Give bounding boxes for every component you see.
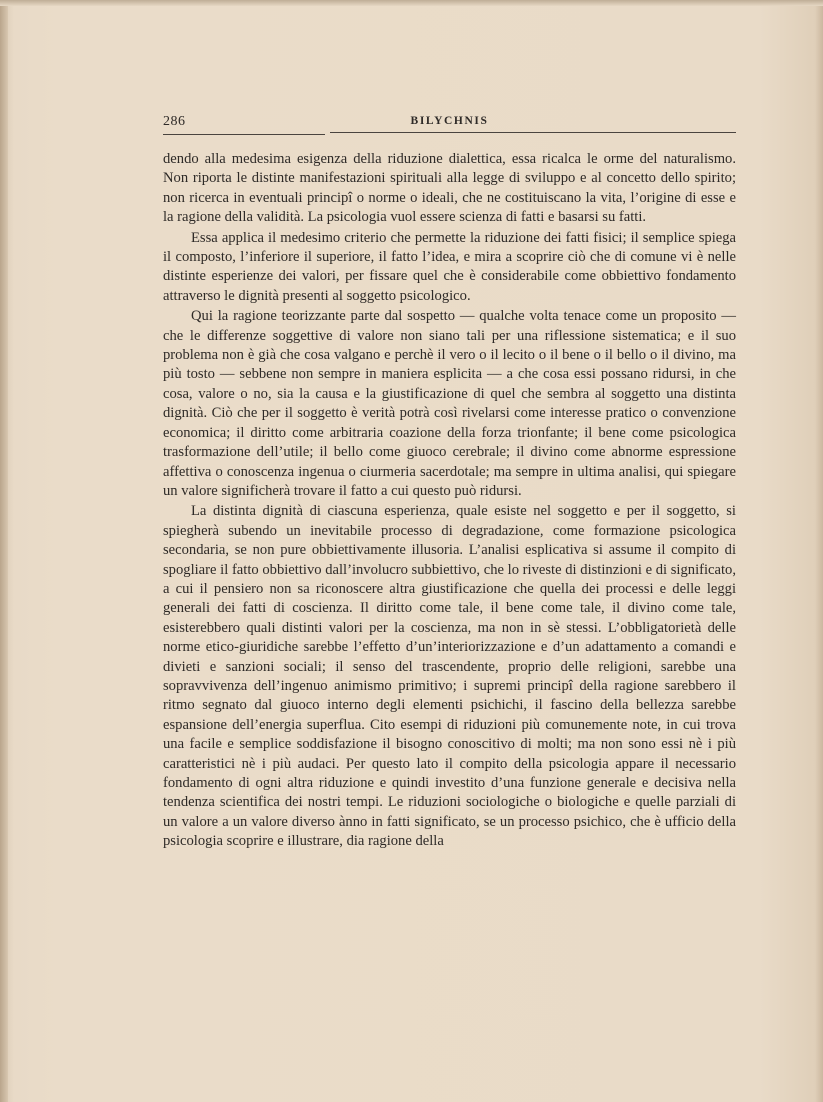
header-rule-right xyxy=(330,132,736,133)
running-title: BILYCHNIS xyxy=(410,115,489,127)
paragraph-4: La distinta dignità di ciascuna esperienza, quale esiste nel soggetto e per il soggetto, si spiegherà subendo un inevitabile processo di degradazione, come formazione psicologica secondaria, se non pure obbiettivamente illusoria. L’analisi esplicativa si assume il compito di spogliare il fatto obbiettivo dall’involucro subbiettivo, che lo riveste di distinzioni e di significato, a cui il pensiero non sa riconoscere altra giustificazione che quella dei processi e delle leggi generali dei fatti di coscienza. Il diritto come tale, il bene come tale, il divino come tale, esisterebbero quali distinti valori per la coscienza, ma non in sè stessi. L’obbligatorietà delle norme etico-giuridiche sarebbe l’effetto d’un’interiorizzazione e d’un adattamento a comandi e divieti e sanzioni sociali; il senso del trascendente, proprio delle religioni, sarebbe una sopravvivenza dell’ingenuo animismo primitivo; i supremi principî della ragione sarebbero il ritmo segnato dal giuoco interno degli elementi psichichi, il fascino della bellezza sarebbe espansione dell’energia superflua. Cito esempi di riduzioni più comunemente note, in cui trova una facile e semplice soddisfazione il bisogno conoscitivo di molti; ma non sono essi nè i più caratteristici nè i più audaci. Per questo lato il compito della psicologia appare il necessario fondamento di ogni altra riduzione e quindi investito d’una funzione generale e decisiva nella tendenza scientifica dei nostri tempi. Le riduzioni sociologiche o biologiche e quelle parziali di un valore a un valore diverso ànno in fatti significato, se un processo psichico, che è ufficio della psicologia scoprire e illustrare, dia ragione della xyxy=(163,503,736,850)
header-rule-left xyxy=(163,134,325,135)
body-text xyxy=(163,150,736,852)
page-top-edge xyxy=(0,0,823,6)
running-header xyxy=(163,114,736,134)
page-number: 286 xyxy=(163,114,186,129)
paragraph-3: Qui la ragione teorizzante parte dal sospetto — qualche volta tenace come un proposito — che le differenze soggettive di valore non siano tali per una riflessione sistematica; e il suo problema non è già che cosa valgano e perchè il vero o il lecito o il bene o il bello o il divino, ma più tosto — sebbene non sempre in maniera esplicita — a che cosa essi possano ridursi, in che cosa, valore o no, sia la causa e la giustificazione di quel che sembra al soggetto una distinta dignità. Ciò che per il soggetto è verità potrà così rivelarsi come interesse pratico o convenzione economica; il diritto come arbitraria coazione della forza trionfante; il bene come psicologica trasformazione dell’utile; il bello come giuoco cerebrale; il divino come abnorme espressione affettiva o conoscenza ingenua o ciurmeria sacerdotale; ma sempre in ultima analisi, qui spiegare un valore significherà trovare il fatto a cui questo può ridursi. xyxy=(163,308,736,499)
paragraph-2: Essa applica il medesimo criterio che permette la riduzione dei fatti fisici; il semplice spiega il composto, l’inferiore il superiore, il fatto l’idea, e mira a scoprire ciò che di comune vi è nelle distinte esperienze dei valori, per fissare quel che è considerabile come obbiettivo fondamento attraverso le dignità presenti al soggetto psicologico. xyxy=(163,229,736,304)
paragraph-1: dendo alla medesima esigenza della riduzione dialettica, essa ricalca le orme del naturalismo. Non riporta le distinte manifestazioni spirituali alla legge di sviluppo e al concetto dello spirito; non ricerca in eventuali principî o norme o ideali, che ne costituiscano la vita, l’origine di esse e la ragione della validità. La psicologia vuol essere scienza di fatti e basarsi su fatti. xyxy=(163,151,736,226)
page-binding-edge xyxy=(0,0,8,1102)
